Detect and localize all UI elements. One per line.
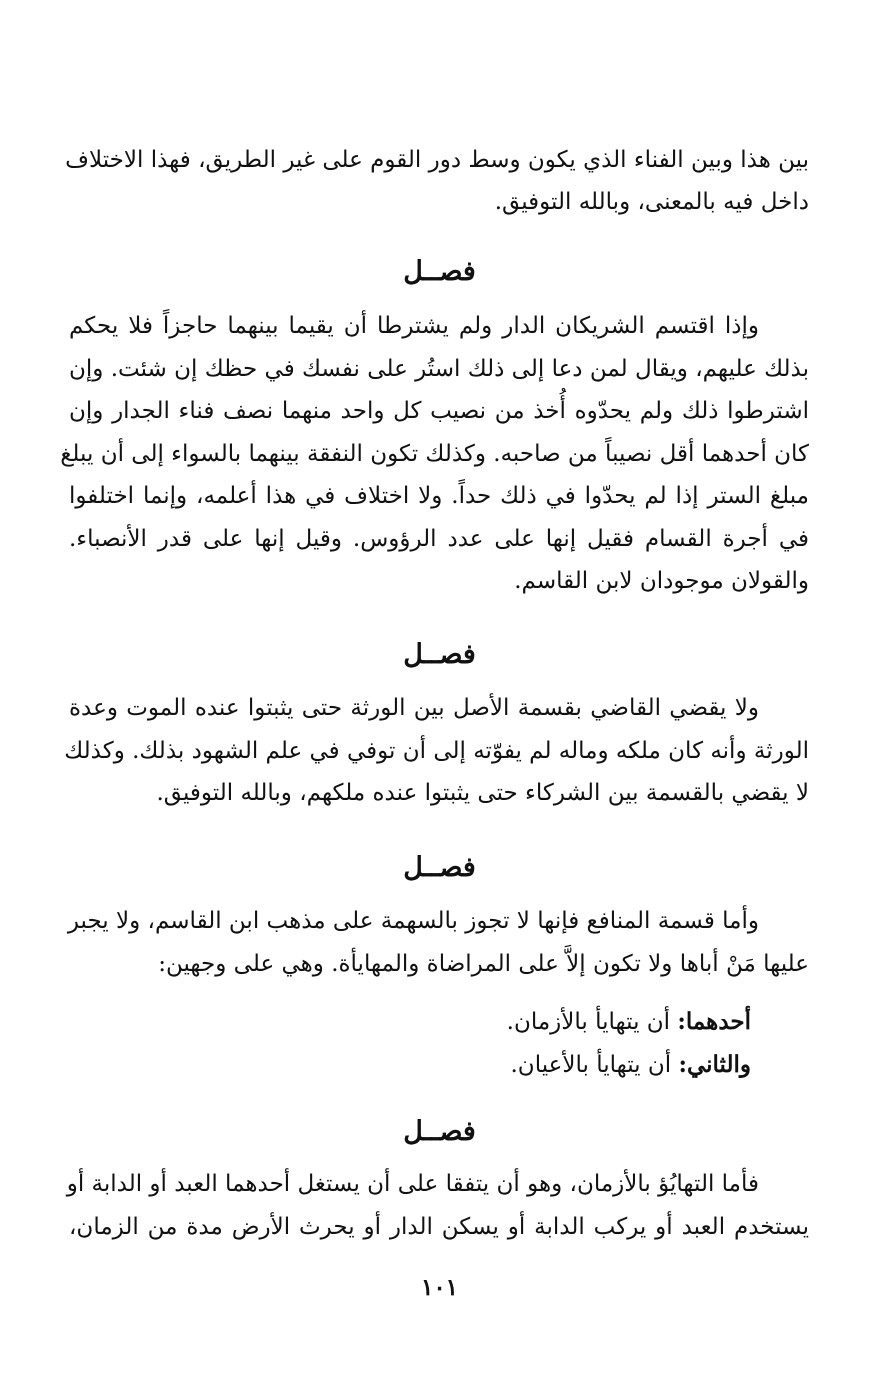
text-line: بذلك عليهم، ويقال لمن دعا إلى ذلك استُر على نفسك في حظك إن شئت. وإن [69,356,809,382]
item-text: أن يتهايأ بالأعيان. [510,1052,672,1078]
item-text: أن يتهايأ بالأزمان. [506,1009,671,1035]
text-line: مبلغ الستر إذا لم يحدّوا في ذلك حداً. ولا اختلاف في هذا أعلمه، وإنما اختلفوا [69,483,809,509]
text-line: وإذا اقتسم الشريكان الدار ولم يشترطا أن يقيما بينهما حاجزاً فلا يحكم [69,313,759,339]
section-heading: فصــل [403,639,476,670]
item-label: أحدهما: [677,1008,751,1035]
text-line: فأما التهايُؤ بالأزمان، وهو أن يتفقا على أن يستغل أحدهما العبد أو الدابة أو [66,1171,759,1197]
text-line: كان أحدهما أقل نصيباً من صاحبه. وكذلك تكون النفقة بينهما بالسواء إلى أن يبلغ [60,441,809,467]
page-number: ١٠١ [420,1274,459,1301]
text-line: بين هذا وبين الفناء الذي يكون وسط دور القوم على غير الطريق، فهذا الاختلاف [65,147,809,173]
text-line: لا يقضي بالقسمة بين الشركاء حتى يثبتوا عنده ملكهم، وبالله التوفيق. [156,780,809,806]
section-heading: فصــل [403,1116,476,1147]
text-line: يستخدم العبد أو يركب الدابة أو يسكن الدار أو يحرث الأرض مدة من الزمان، [69,1214,809,1240]
section-heading: فصــل [403,256,476,287]
section-heading: فصــل [403,852,476,883]
text-line: ولا يقضي القاضي بقسمة الأصل بين الورثة حتى يثبتوا عنده الموت وعدة [69,695,759,721]
item-label: والثاني: [678,1051,751,1078]
list-item-first [507,1004,751,1040]
text-line: عليها مَنْ أباها ولا تكون إلاَّ على المراضاة والمهايأة. وهي على وجهين: [158,951,809,977]
text-line: داخل فيه بالمعنى، وبالله التوفيق. [494,189,809,215]
text-line: والقولان موجودان لابن القاسم. [514,568,809,594]
text-line: اشترطوا ذلك ولم يحدّوه أُخذ من نصيب كل واحد منهما نصف فناء الجدار وإن [69,398,809,424]
text-line: الورثة وأنه كان ملكه وماله لم يفوّته إلى أن توفي في علم الشهود بذلك. وكذلك [64,738,809,764]
text-line: في أجرة القسام فقيل إنها على عدد الرؤوس. وقيل إنها على قدر الأنصباء. [69,526,809,552]
list-item-second [511,1047,752,1083]
text-line: وأما قسمة المنافع فإنها لا تجوز بالسهمة على مذهب ابن القاسم، ولا يجبر [67,908,759,934]
